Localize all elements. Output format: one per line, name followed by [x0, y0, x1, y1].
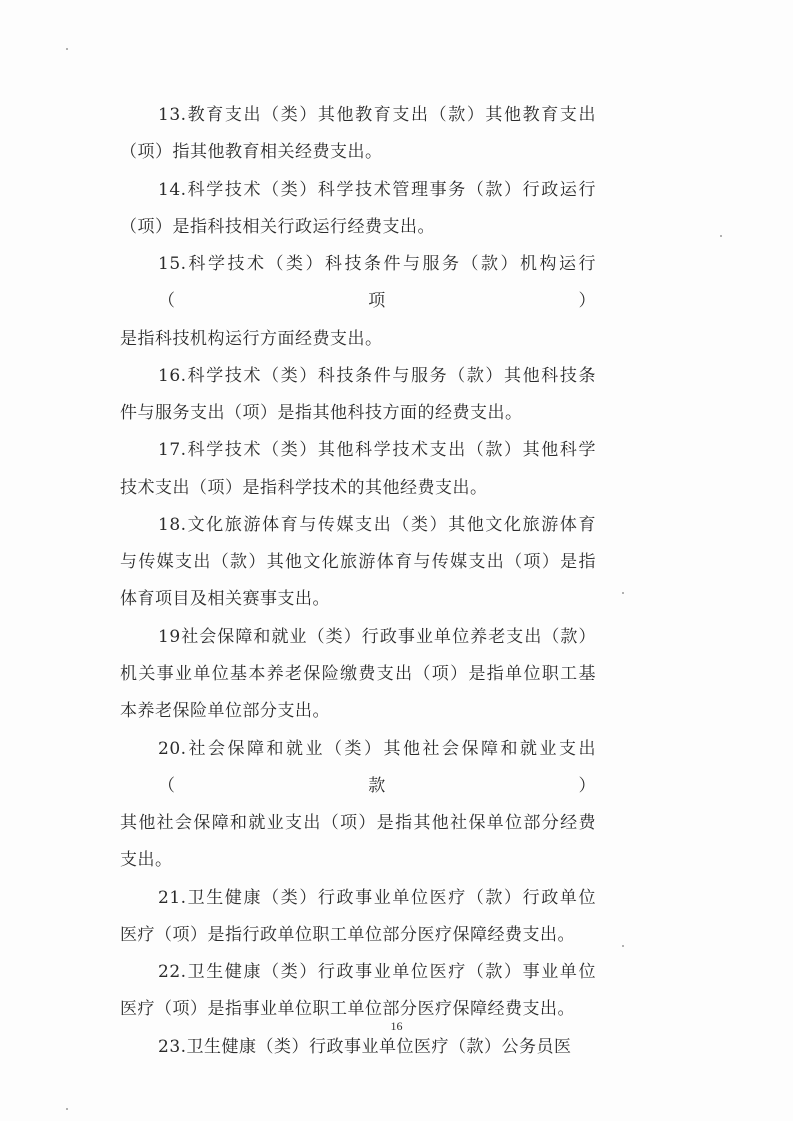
paragraph: [120, 246, 596, 358]
paragraph: [120, 880, 596, 955]
scan-speck: [622, 945, 624, 947]
text-line: 机关事业单位基本养老保险缴费支出（项）是指单位职工基: [120, 663, 596, 684]
paragraph: [120, 1029, 596, 1066]
paragraph: [120, 97, 596, 172]
text-line: （项）是指科技相关行政运行经费支出。: [120, 216, 435, 237]
paragraph: [120, 731, 596, 880]
text-line: 件与服务支出（项）是指其他科技方面的经费支出。: [120, 403, 523, 424]
paragraph: [120, 172, 596, 247]
text-line: 体育项目及相关赛事支出。: [120, 589, 330, 610]
text-line: 是指科技机构运行方面经费支出。: [120, 328, 383, 349]
scan-speck: [622, 592, 624, 594]
text-line: 22.卫生健康（类）行政事业单位医疗（款）事业单位: [158, 962, 596, 983]
text-line: 医疗（项）是指事业单位职工单位部分医疗保障经费支出。: [120, 999, 575, 1020]
text-line: 21.卫生健康（类）行政事业单位医疗（款）行政单位: [158, 887, 596, 908]
text-line: 本养老保险单位部分支出。: [120, 701, 330, 722]
text-line: 14.科学技术（类）科学技术管理事务（款）行政运行: [158, 179, 596, 200]
scan-speck: [66, 48, 68, 50]
paragraph: [120, 954, 596, 1029]
text-line: 23.卫生健康（类）行政事业单位医疗（款）公务员医: [158, 1036, 572, 1057]
text-line: 18.文化旅游体育与传媒支出（类）其他文化旅游体育: [158, 514, 596, 535]
text-line: 15.科学技术（类）科技条件与服务（款）机构运行（项）: [158, 254, 596, 312]
text-line: 医疗（项）是指行政单位职工单位部分医疗保障经费支出。: [120, 924, 575, 945]
text-line: 13.教育支出（类）其他教育支出（款）其他教育支出: [158, 105, 596, 125]
text-line: 支出。: [120, 850, 173, 871]
text-line: 16.科学技术（类）科技条件与服务（款）其他科技条: [158, 365, 596, 386]
text-line: 与传媒支出（款）其他文化旅游体育与传媒支出（项）是指: [120, 552, 596, 573]
text-line: （项）指其他教育相关经费支出。: [120, 142, 383, 163]
text-line: 20.社会保障和就业（类）其他社会保障和就业支出（款）: [158, 738, 596, 796]
paragraph: [120, 358, 596, 433]
document-body: [120, 97, 596, 1066]
text-line: 19社会保障和就业（类）行政事业单位养老支出（款）: [158, 626, 596, 647]
scan-speck: [720, 235, 722, 237]
scan-speck: [66, 1108, 68, 1110]
page-number: 16: [390, 1019, 403, 1033]
paragraph: [120, 507, 596, 619]
paragraph: [120, 619, 596, 731]
text-line: 其他社会保障和就业支出（项）是指其他社保单位部分经费: [120, 813, 596, 834]
text-line: 技术支出（项）是指科学技术的其他经费支出。: [120, 477, 488, 498]
paragraph: [120, 432, 596, 507]
text-line: 17.科学技术（类）其他科学技术支出（款）其他科学: [158, 440, 596, 461]
